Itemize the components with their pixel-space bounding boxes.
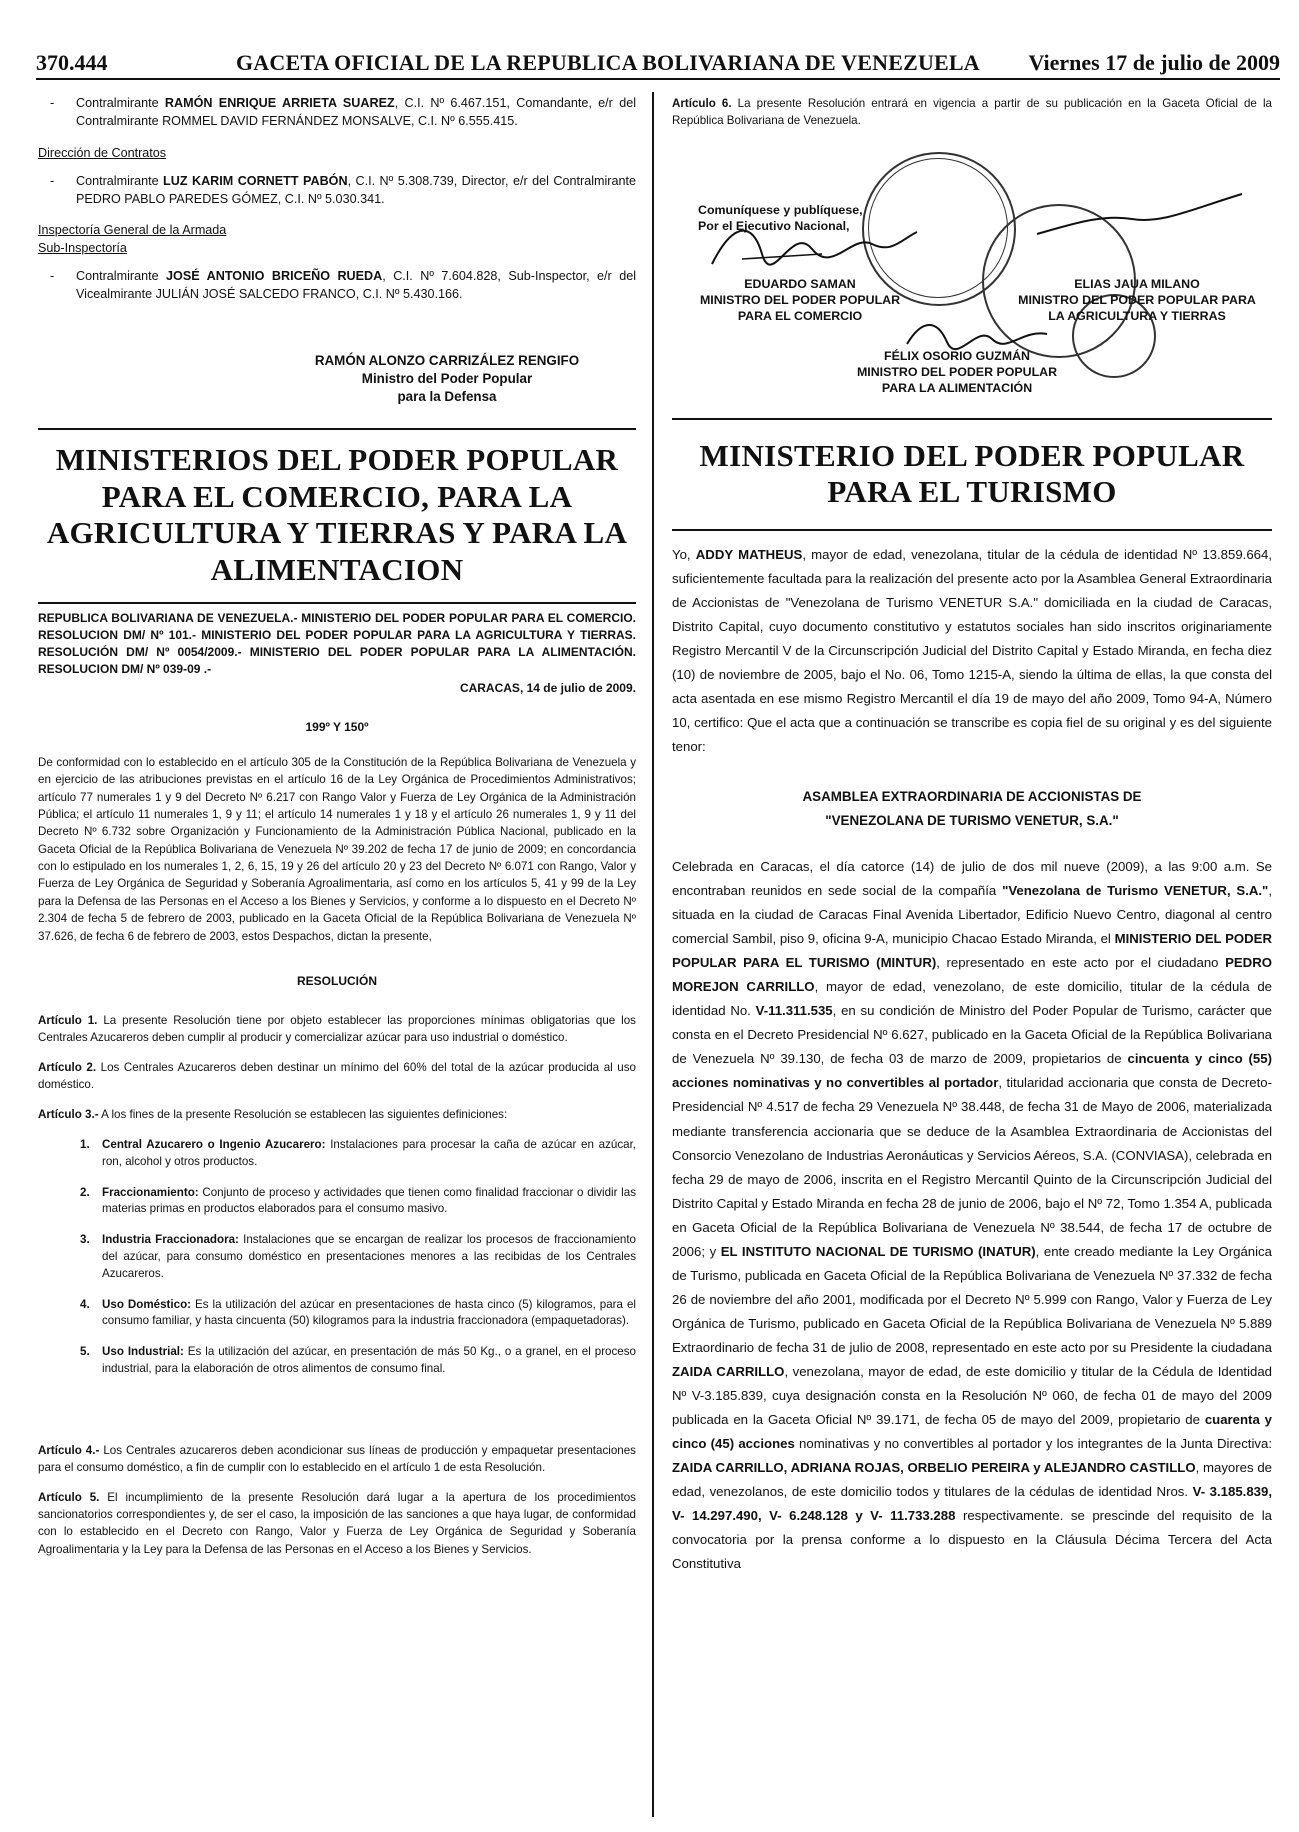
- closing-formula: Comuníquese y publíquese, Por el Ejecutivo Nacional,: [698, 202, 863, 233]
- resolution-label: RESOLUCIÓN: [296, 974, 377, 989]
- rule: [38, 602, 636, 604]
- issue-date: Viernes 17 de julio de 2009: [1028, 50, 1280, 75]
- preamble: De conformidad con lo establecido en el artículo 305 de la Constitución de la República Bolivariana de Venezuela y en ejercicio de las atribuciones previstas en el artículo 16 de la Ley Orgánica de Procedimientos Administrativos; artículo 77 numerales 1 y 9 del Decreto Nº 6.217 con Rango Valor y Fuerza de Ley Orgánica de la Administración Pública; el artículo 11 numerales 1, 9 y 11; el artículo 14 numerales 1 y 18 y el artículo 26 numerales 1, 9 y 11 del Decreto Nº 6.732 sobre Organización y Funcionamiento de la Administración Pública Nacional, publicado en la Gaceta Oficial de la República Bolivariana de Venezuela Nº 39.202 de fecha 17 de junio de 2009; en concordancia con lo estipulado en los numerales 1, 2, 6, 15, 19 y 26 del artículo 20 y 23 del Decreto Nº 6.071 con Rango, Valor y Fuerza de Ley Orgánica de Seguridad y Soberanía Agroalimentaria, así como en los artículos 5, 41 y 99 de la Ley para la Defensa de las Personas en el Acceso a los Bienes y Servicios, y conforme a lo dispuesto en el Decreto Nº 2.304 de fecha 5 de febrero de 2003, publicado en la Gaceta Oficial de la República Bolivariana de Venezuela Nº 37.626, de fecha 6 de febrero de 2003, estos Despachos, dictan la presente,: [38, 755, 636, 943]
- appointment-item: - Contralmirante RAMÓN ENRIQUE ARRIETA SUAREZ, C.I. Nº 6.467.151, Comandante, e/r del Contralmirante ROMMEL DAVID FERNÁNDEZ MONSALVE, C.I. Nº 6.555.415.: [50, 96, 636, 128]
- page-header: [36, 48, 1280, 80]
- signer-title: Ministro del Poder Popular: [361, 370, 533, 386]
- article: Artículo 1. La presente Resolución tiene por objeto establecer las proporciones mínimas obligatorias que los Centrales Azucareros deben cumplir al producir y comercializar azúcar para uso industrial o doméstico.: [38, 1014, 636, 1045]
- assembly-body: Celebrada en Caracas, el día catorce (14) de julio de dos mil nueve (2009), a las 9:00 a.m. Se encontraban reunidos en sede social de la compañía "Venezolana de Turismo VENETUR, S.A.", situada en la ciudad de Caracas Final Avenida Libertador, Edificio Nuevo Centro, diagonal al centro comercial Sambil, piso 9, oficina 9-A, municipio Chacao Estado Miranda, el MINISTERIO DEL PODER POPULAR PARA EL TURISMO (MINTUR), representado en este acto por el ciudadano PEDRO MOREJON CARRILLO, mayor de edad, venezolano, de este domicilio, titular de la cédula de identidad No. V-11.311.535, en su condición de Ministro del Poder Popular de Turismo, carácter que consta en el Decreto Presidencial Nº 6.627, publicado en la Gaceta Oficial de la República Bolivariana de Venezuela Nº 39.130, de fecha 03 de marzo de 2009, propietarios de cincuenta y cinco (55) acciones nominativas y no convertibles al portador, titularidad accionaria que consta de Decreto-Presidencial Nº 4.517 de fecha 29 Venezuela Nº 38.448, de fecha 31 de Mayo de 2006, materializada mediante transferencia accionaria que se deduce de la Asamblea Extraordinaria de Accionistas del Consorcio Venezolano de Industrias Aeronáuticas y Servicios Aéreos, S.A. (CONVIASA), celebrada en fecha 29 de mayo de 2006, inscrita en el Registro Mercantil Quinto de la Circunscripción Judicial del Distrito Capital y Estado Miranda en fecha 28 de junio de 2006, bajo el Nº 72, Tomo 1.354 A, publicada en Gaceta Oficial de la República Bolivariana de Venezuela Nº 38.544, de fecha 17 de octubre de 2006; y EL INSTITUTO NACIONAL DE TURISMO (INATUR), ente creado mediante la Ley Orgánica de Turismo, publicada en Gaceta Oficial de la República Bolivariana de Venezuela Nº 37.332 de fecha 26 de noviembre del año 2001, modificada por el Decreto Nº 5.999 con Rango, Valor y Fuerza de Ley Orgánica de Turismo, publicado en Gaceta Oficial de la República Bolivariana de Venezuela Nº 5.889 Extraordinario de fecha 31 de julio de 2008, representado en este acto por su Presidente la ciudadana ZAIDA CARRILLO, venezolana, mayor de edad, de este domicilio y titular de la Cédula de Identidad Nº V-3.185.839, cuya designación consta en la Resolución Nº 060, de fecha 01 de mayo del 2009 publicada en la Gaceta Oficial Nº 39.171, de fecha 05 de mayo del 2009, propietario de cuarenta y cinco (45) acciones nominativas y no convertibles al portador y los integrantes de la Junta Directiva: ZAIDA CARRILLO, ADRIANA ROJAS, ORBELIO PEREIRA y ALEJANDRO CASTILLO, mayores de edad, venezolanos, de este domicilio todos y titulares de la cédulas de identidad Nros. V- 3.185.839, V- 14.297.490, V- 6.248.128 y V- 11.733.288 respectivamente. se prescinde del requisito de la convocatoria por la prensa conforme a lo dispuesto en la Cláusula Décima Tercera del Acta Constitutiva: [672, 859, 1273, 1571]
- section-heading: Inspectoría General de la Armada: [38, 223, 227, 238]
- right-column: [672, 95, 1272, 1586]
- signer-agriculture: ELIAS JAUA MILANO MINISTRO DEL PODER POPULAR PARA LA AGRICULTURA Y TIERRAS: [1018, 276, 1256, 324]
- section-subheading: Sub-Inspectoría: [38, 241, 127, 256]
- defense-signature-block: [258, 352, 636, 406]
- article: Artículo 4.- Los Centrales azucareros deben acondicionar sus líneas de producción y empaquetar presentaciones para el consumo doméstico, a fin de cumplir con lo establecido en el artículo 1 de esta Resolución.: [38, 1443, 636, 1475]
- signature-scribble: [1032, 184, 1252, 244]
- signature-scribble: [702, 214, 922, 274]
- signer-food: FÉLIX OSORIO GUZMÁN MINISTRO DEL PODER POPULAR PARA LA ALIMENTACIÓN: [856, 348, 1058, 396]
- rule: [672, 529, 1272, 531]
- rule: [38, 428, 636, 430]
- definition-item: 2. Fraccionamiento: Conjunto de proceso y actividades que tienen como finalidad fraccionar o dividir las materias primas en productos elaborados para el consumo masivo.: [80, 1185, 636, 1216]
- definition-item: 4. Uso Doméstico: Es la utilización del azúcar en presentaciones de hasta cinco (5) kilogramos, para el consumo familiar, y hasta cincuenta (50) kilogramos para la industria fraccionadora (empaquetadoras).: [80, 1297, 636, 1328]
- article: Artículo 2. Los Centrales Azucareros deben destinar un mínimo del 60% del total de la azúcar producida al uso doméstico.: [38, 1060, 636, 1092]
- article: Artículo 6. La presente Resolución entrará en vigencia a partir de su publicación en la Gaceta Oficial de la República Bolivariana de Venezuela.: [672, 97, 1272, 128]
- article: Artículo 3.- A los fines de la presente Resolución se establecen las siguientes definiciones:: [38, 1107, 508, 1121]
- resolution-date: CARACAS, 14 de julio de 2009.: [459, 680, 636, 695]
- signer-name: RAMÓN ALONZO CARRIZÁLEZ RENGIFO: [314, 352, 580, 368]
- definition-item: 1. Central Azucarero o Ingenio Azucarero: Instalaciones para procesar la caña de azúcar en azúcar, ron, alcohol y otros productos.: [80, 1138, 637, 1168]
- signer-commerce: EDUARDO SAMAN MINISTRO DEL PODER POPULAR PARA EL COMERCIO: [699, 276, 901, 324]
- assembly-title: ASAMBLEA EXTRAORDINARIA DE ACCIONISTAS DE "VENEZOLANA DE TURISMO VENETUR, S.A.": [802, 789, 1142, 829]
- years: 199º Y 150º: [305, 719, 369, 734]
- ministry-title: MINISTERIOS DEL PODER POPULAR PARA EL COMERCIO, PARA LA AGRICULTURA Y TIERRAS Y PARA LA ALIMENTACION: [46, 442, 628, 587]
- appointment-item: - Contralmirante LUZ KARIM CORNETT PABÓN, C.I. Nº 5.308.739, Director, e/r del Contralmirante PEDRO PABLO PAREDES GÓMEZ, C.I. Nº 5.030.341.: [50, 173, 636, 206]
- article: Artículo 5. El incumplimiento de la presente Resolución dará lugar a la apertura de los procedimientos sancionatorios correspondientes y, de ser el caso, la imposición de las sanciones a que haya lugar, de conformidad con lo establecido en el Decreto con Rango, Valor y Fuerza de Ley Orgánica de Seguridad y Soberanía Agroalimentaria y la Ley para la Defensa de las Personas en el Acceso a los Bienes y Servicios.: [38, 1490, 636, 1556]
- signatures-area: [672, 144, 1272, 406]
- certification-intro: Yo, ADDY MATHEUS, mayor de edad, venezolana, titular de la cédula de identidad Nº 13.859.664, suficientemente facultada para la realización del presente acto por la Asamblea General Extraordinaria de Accionistas de "Venezolana de Turismo VENETUR S.A." domiciliada en la ciudad de Caracas, Distrito Capital, cuyo documento constitutivo y estatutos sociales han sido inscritos originariamente Registro Mercantil V de la Circunscripción Judicial del Distrito Capital y Estado Miranda, en fecha diez (10) de noviembre de 2005, bajo el No. 06, Tomo 1215-A, siendo la última de ellas, la que consta del acta asentada en ese mismo Registro Mercantil el día 19 de mayo del año 2009, Tomo 94-A, Número 10, certifico: Que el acta que a continuación se transcribe es copia fiel de su original y es del siguiente tenor:: [672, 546, 1272, 755]
- definition-item: 5. Uso Industrial: Es la utilización del azúcar, en presentación de más 50 Kg., o a granel, en el proceso industrial, para la elaboración de otros alimentos de consumo final.: [80, 1345, 636, 1375]
- section-heading: Dirección de Contratos: [38, 145, 167, 160]
- column-divider: [652, 92, 654, 1817]
- rule: [672, 418, 1272, 420]
- gazette-title: GACETA OFICIAL DE LA REPUBLICA BOLIVARIANA DE VENEZUELA: [236, 50, 980, 75]
- page-number: 370.444: [36, 50, 108, 75]
- definition-item: 3. Industria Fraccionadora: Instalaciones que se encargan de realizar los procesos de fraccionamiento del azúcar, para consumo doméstico en presentaciones menores a las recibidas de los Centrales Azucareros.: [80, 1233, 637, 1280]
- resolution-header: REPUBLICA BOLIVARIANA DE VENEZUELA.- MINISTERIO DEL PODER POPULAR PARA EL COMERCIO. RESOLUCION DM/ Nº 101.- MINISTERIO DEL PODER POPULAR PARA LA AGRICULTURA Y TIERRAS. RESOLUCIÓN DM/ Nº 0054/2009.- MINISTERIO DEL PODER POPULAR PARA LA ALIMENTACIÓN. RESOLUCION DM/ Nº 039-09 .-: [38, 611, 636, 676]
- left-column: [38, 95, 636, 1566]
- signer-title: para la Defensa: [397, 389, 497, 405]
- appointment-item: - Contralmirante JOSÉ ANTONIO BRICEÑO RUEDA, C.I. Nº 7.604.828, Sub-Inspector, e/r del Vicealmirante JULIÁN JOSÉ SALCEDO FRANCO, C.I. Nº 5.430.166.: [50, 269, 637, 301]
- ministry-title: MINISTERIO DEL PODER POPULAR PARA EL TURISMO: [699, 437, 1245, 510]
